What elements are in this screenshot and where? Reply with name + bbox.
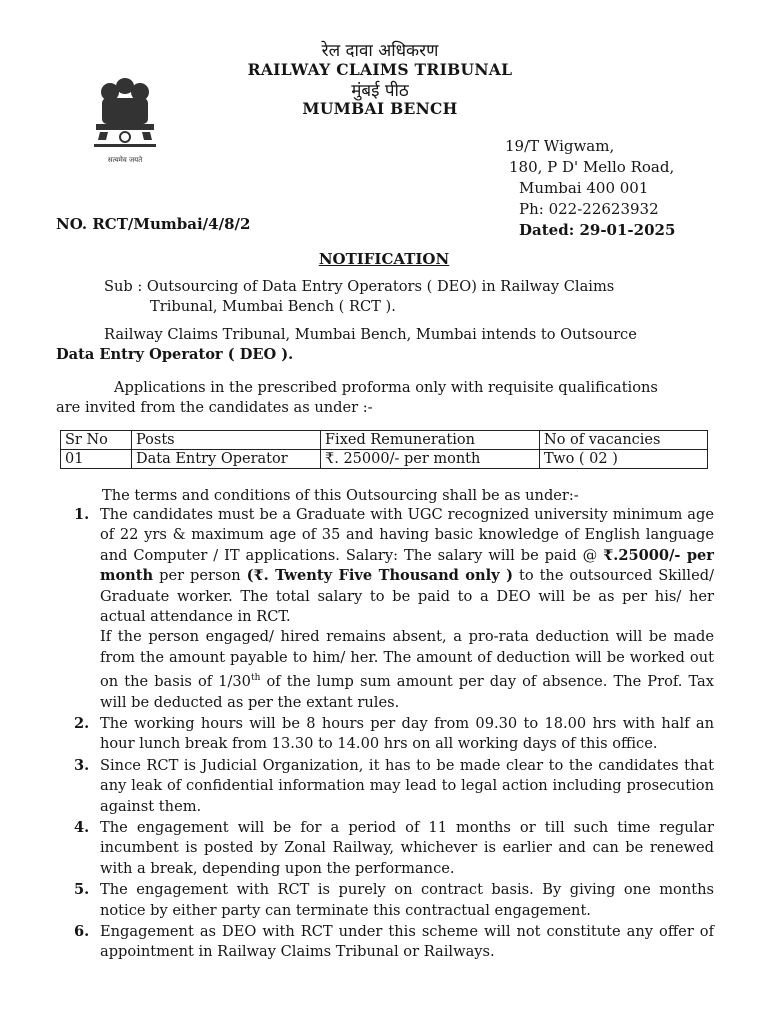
address-line: 19/T Wigwam,	[505, 137, 615, 155]
term-text: The candidates must be a Graduate with UGC recognized university minimum age of 22 yrs & maximum age of 35 and having basic knowledge of English language and Computer / IT applications. Salary: The salary will be paid @	[100, 506, 714, 564]
salary-amount: ₹.25000/- per month	[100, 546, 715, 585]
list-item	[74, 505, 714, 713]
hindi-bench: मुंबई पीठ	[351, 81, 409, 101]
intro-post: Data Entry Operator ( DEO ).	[56, 346, 294, 363]
hindi-title: रेल दावा अधिकरण	[321, 41, 439, 61]
subject-line: Tribunal, Mumbai Bench ( RCT ).	[150, 298, 396, 315]
list-item	[74, 714, 714, 755]
bench-title: MUMBAI BENCH	[302, 99, 458, 118]
item-number: 3.	[74, 756, 90, 774]
table-header: No of vacancies	[540, 431, 708, 450]
term-text: of the lump sum amount per day of absence. The Prof. Tax will be deducted as per the extant rules.	[100, 673, 714, 711]
emblem-motto: सत्यमेव जयते	[107, 156, 143, 164]
list-item	[74, 922, 714, 963]
reference-number: NO. RCT/Mumbai/4/8/2	[56, 215, 251, 233]
list-item	[74, 818, 714, 879]
item-number: 2.	[74, 714, 90, 732]
term-text: per person	[153, 567, 247, 585]
table-cell: ₹. 25000/- per month	[321, 450, 540, 469]
term-text: The working hours will be 8 hours per day from 09.30 to 18.00 hrs with half an hour lunch break from 13.30 to 14.00 hrs on all working days of this office.	[100, 714, 714, 753]
table-header: Posts	[132, 431, 321, 450]
applications-line: are invited from the candidates as under :-	[56, 399, 373, 416]
office-address	[505, 136, 675, 241]
superscript: th	[250, 673, 261, 684]
applications-line: Applications in the prescribed proforma only with requisite qualifications	[114, 379, 658, 396]
tribunal-title: RAILWAY CLAIMS TRIBUNAL	[247, 60, 513, 79]
list-item	[74, 880, 714, 921]
term-text: If the person engaged/ hired remains absent, a pro-rata deduction will be made from the amount payable to him/ her. The amount of deduction will be worked out on the basis of 1/30	[100, 628, 714, 691]
item-number: 4.	[74, 818, 90, 836]
term-text: The engagement with RCT is purely on contract basis. By giving one months notice by either party can terminate this contractual engagement.	[100, 881, 714, 919]
notification-title: NOTIFICATION	[318, 250, 450, 268]
term-text: Engagement as DEO with RCT under this scheme will not constitute any offer of appointment in Railway Claims Tribunal or Railways.	[100, 922, 714, 961]
term-text: to the outsourced Skilled/ Graduate worker. The total salary to be paid to a DEO will be as per his/ her actual attendance in RCT.	[100, 567, 714, 626]
term-text: Since RCT is Judicial Organization, it has to be made clear to the candidates that any leak of confidential information may lead to legal action including prosecution against them.	[100, 756, 714, 815]
table-cell: Data Entry Operator	[132, 450, 321, 469]
address-line: Mumbai 400 001	[519, 179, 649, 197]
item-number: 1.	[74, 506, 90, 523]
terms-intro: The terms and conditions of this Outsourcing shall be as under:-	[102, 487, 579, 504]
date: Dated: 29-01-2025	[519, 221, 676, 239]
table-cell: Two ( 02 )	[540, 450, 708, 469]
table-cell: 01	[61, 450, 132, 469]
address-line: 180, P D' Mello Road,	[509, 158, 675, 176]
item-number: 6.	[74, 922, 90, 940]
terms-list	[74, 505, 714, 963]
item-number: 5.	[74, 881, 90, 899]
term-text: The engagement will be for a period of 11 months or till such time regular incumbent is posted by Zonal Railway, whichever is earlier and can be renewed with a break, depending upon the performance.	[100, 818, 714, 877]
subject-line: Sub : Outsourcing of Data Entry Operators ( DEO) in Railway Claims	[104, 278, 615, 295]
table-header: Fixed Remuneration	[321, 431, 540, 450]
table-header: Sr No	[61, 431, 132, 450]
intro-line: Railway Claims Tribunal, Mumbai Bench, Mumbai intends to Outsource	[104, 326, 637, 343]
posts-table	[60, 430, 708, 469]
salary-in-words: (₹. Twenty Five Thousand only )	[246, 567, 513, 585]
table-row	[61, 450, 708, 469]
table-header-row	[61, 431, 708, 450]
list-item	[74, 756, 714, 817]
phone-number: Ph: 022-22623932	[519, 200, 659, 218]
